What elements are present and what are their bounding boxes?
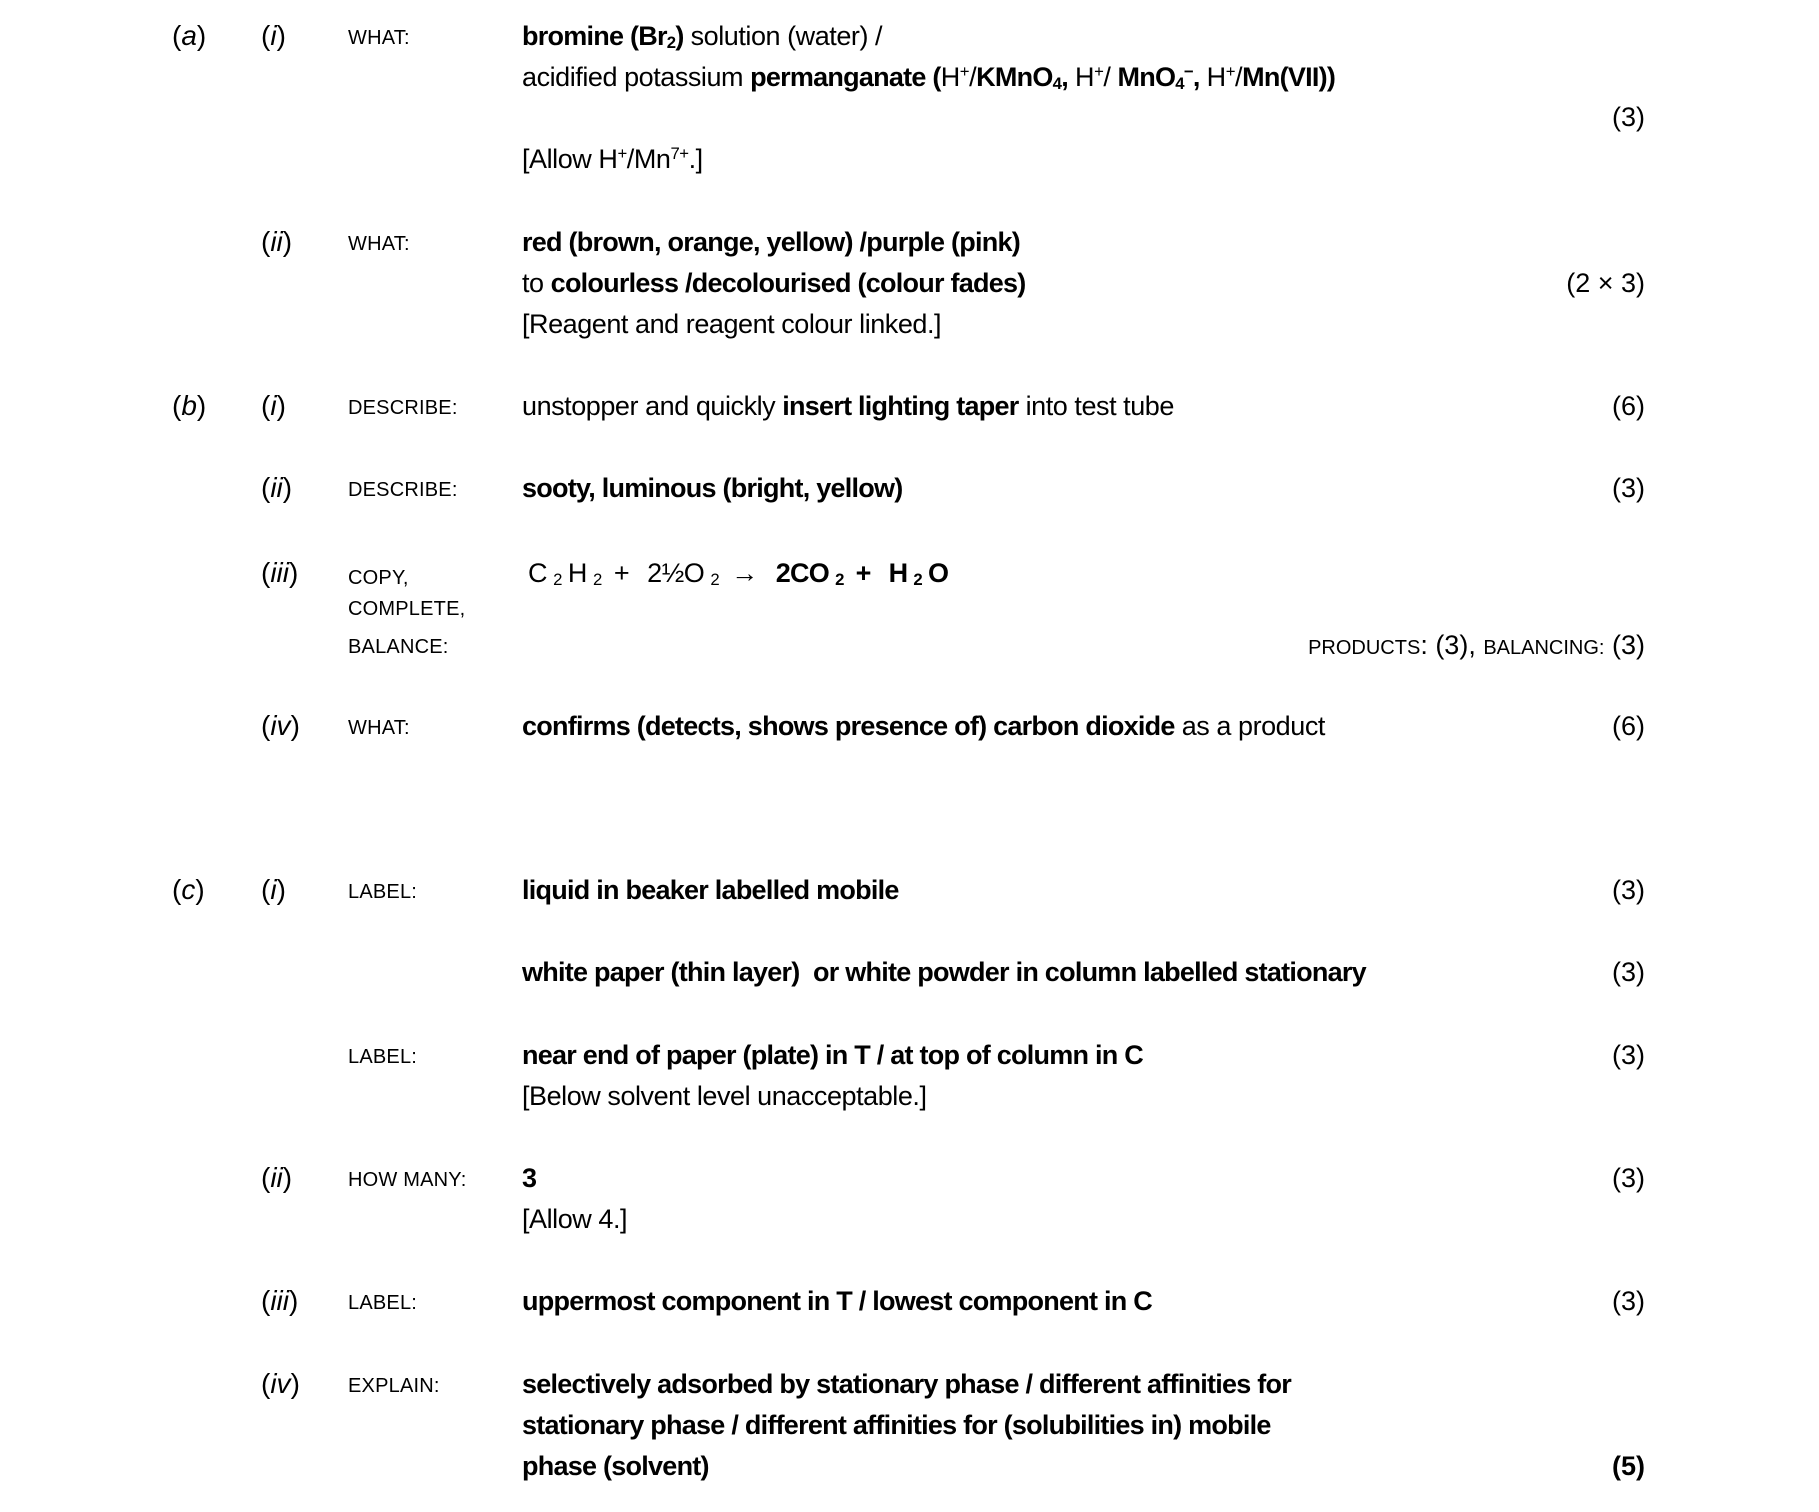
marking-note: [Below solvent level unacceptable.] [522,1081,927,1111]
answer-line: unstopper and quickly insert lighting taper into test tube [522,391,1174,421]
part-c-label: (c) [172,874,205,905]
answer-line: 3 [522,1163,537,1193]
answer-line: selectively adsorbed by stationary phase / different affinities for [522,1369,1291,1399]
answer-line: stationary phase / different affinities for (solubilities in) mobile [522,1410,1271,1440]
command-word: WHAT: [348,233,410,255]
marks: (6) [1612,391,1645,421]
subpart-b-ii-label: (ii) [261,472,293,503]
marks: (3) [1612,875,1645,905]
marks: (3) [1612,1040,1645,1070]
arrow-icon: → [731,558,758,588]
subpart-c-ii-label: (ii) [261,1162,293,1193]
command-word: LABEL: [348,1046,418,1068]
command-word: COMPLETE, [348,598,466,620]
command-word: BALANCE: [348,636,449,658]
part-b-label: (b) [172,390,207,421]
subpart-a-ii-label: (ii) [261,226,293,257]
subpart-c-iii-label: (iii) [261,1285,299,1316]
marks: (5) [1612,1451,1645,1481]
part-a-label: (a) [172,20,207,51]
marks: (3) [1612,957,1645,987]
answer-line: confirms (detects, shows presence of) carbon dioxide as a product [522,711,1325,741]
marks: (3) [1612,102,1645,132]
marks: (3) [1612,1286,1645,1316]
subpart-b-iv-label: (iv) [261,710,300,741]
command-word: COPY, [348,567,409,589]
answer-line: liquid in beaker labelled mobile [522,875,899,905]
command-word: HOW MANY: [348,1169,467,1191]
answer-line: near end of paper (plate) in T / at top of column in C [522,1040,1144,1070]
command-word: EXPLAIN: [348,1375,440,1397]
answer-line: to colourless /decolourised (colour fades) [522,268,1026,298]
subpart-b-i-label: (i) [261,390,286,421]
command-word: WHAT: [348,27,410,49]
command-word: WHAT: [348,717,410,739]
subpart-b-iii-label: (iii) [261,557,299,588]
answer-line: sooty, luminous (bright, yellow) [522,473,903,503]
answer-line: acidified potassium permanganate (H+/KMnO$_4$, H+/ MnO$_4$−, H+/Mn(VII)) [522,61,1336,93]
answer-line: uppermost component in T / lowest component in C [522,1286,1153,1316]
marking-note: [Allow 4.] [522,1204,628,1234]
marks: (2 × 3) [1566,268,1645,298]
answer-line: phase (solvent) [522,1451,709,1481]
marks: (3) [1612,473,1645,503]
command-word: DESCRIBE: [348,479,458,501]
marks: (6) [1612,711,1645,741]
marking-note: [Allow $H^+/Mn^{7+}$.] [522,143,703,174]
command-word: LABEL: [348,881,418,903]
command-word: DESCRIBE: [348,397,458,419]
chemical-equation: C $_2$ H $_2$ + 2½O $_2$ → 2CO $_2$ + H $_2$ O [528,558,949,589]
subpart-a-i-label: (i) [261,20,286,51]
subpart-c-i-label: (i) [261,874,286,905]
subpart-c-iv-label: (iv) [261,1368,300,1399]
marks: (3) [1612,1163,1645,1193]
command-word: LABEL: [348,1292,418,1314]
marking-note: [Reagent and reagent colour linked.] [522,309,942,339]
answer-line: red (brown, orange, yellow) /purple (pink) [522,227,1021,257]
marks-breakdown: PRODUCTS: (3), BALANCING: (3) [1308,630,1645,660]
answer-line: bromine $(Br_2)$ solution (water) / [522,21,883,52]
answer-line: white paper (thin layer) or white powder in column labelled stationary [522,957,1366,987]
